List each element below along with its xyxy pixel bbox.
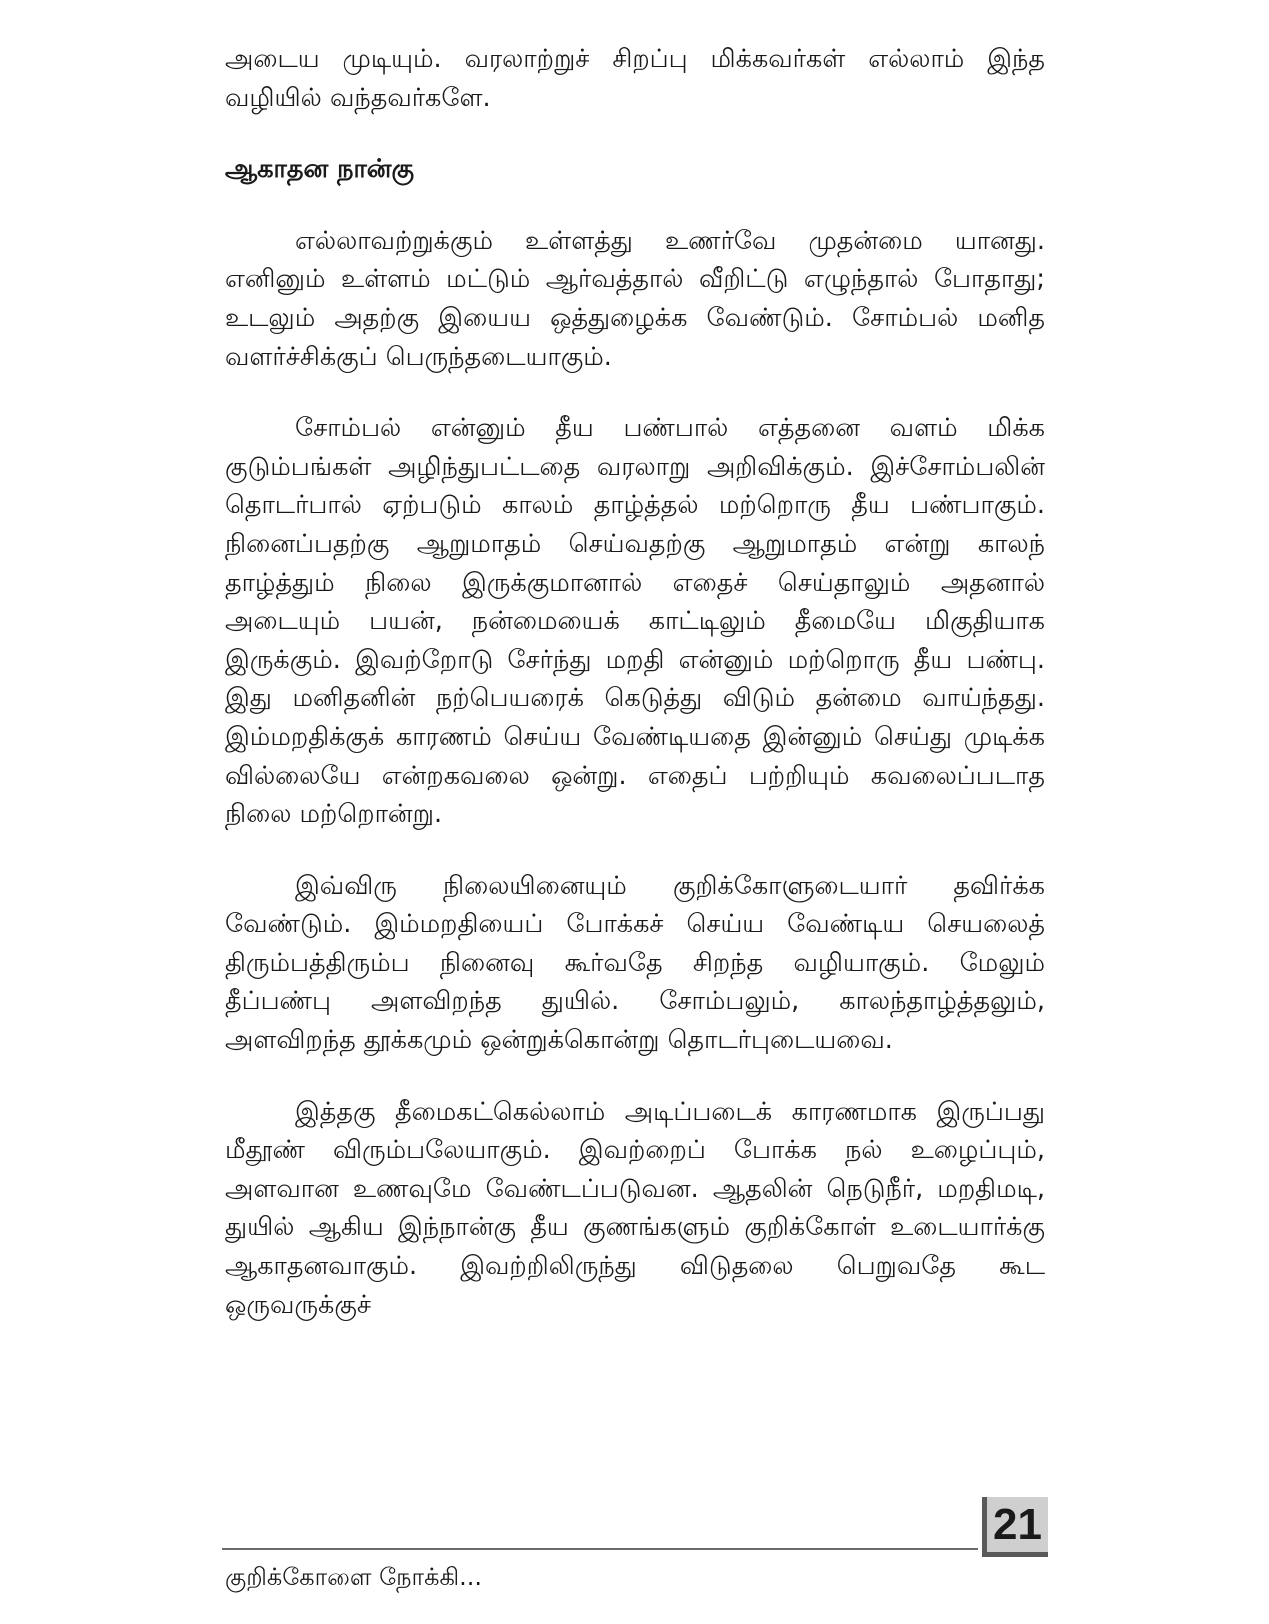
spacer [225, 189, 1045, 222]
spacer [225, 834, 1045, 867]
paragraph-2: சோம்பல் என்னும் தீய பண்பால் எத்தனை வளம் மிக்க குடும்பங்கள் அழிந்துபட்டதை வரலாறு அறிவிக்கும். இச்சோம்பலின் தொடர்பால் ஏற்படும் காலம் தாழ்த்தல் மற்றொரு தீய பண்பாகும். நினைப்பதற்கு ஆறுமாதம் செய்வதற்கு ஆறுமாதம் என்று காலந் தாழ்த்தும் நிலை இருக்குமானால் எதைச் செய்தாலும் அதனால் அடையும் பயன், நன்மையைக் காட்டிலும் தீமையே மிகுதியாக இருக்கும். இவற்றோடு சேர்ந்து மறதி என்னும் மற்றொரு தீய பண்பு. இது மனிதனின் நற்பெயரைக் கெடுத்து விடும் தன்மை வாய்ந்தது. இம்மறதிக்குக் காரணம் செய்ய வேண்டியதை இன்னும் செய்து முடிக்க வில்லையே என்றகவலை ஒன்று. எதைப் பற்றியும் கவலைப்படாத நிலை மற்றொன்று. [225, 413, 1045, 830]
footer-divider [222, 1548, 978, 1550]
footer-book-title: குறிக்கோளை நோக்கி... [225, 1563, 482, 1591]
spacer [225, 117, 1045, 150]
top-paragraph: அடைய முடியும். வரலாற்றுச் சிறப்பு மிக்கவர்கள் எல்லாம் இந்த வழியில் வந்தவர்களே. [225, 44, 1045, 113]
paragraph-4: இத்தகு தீமைகட்கெல்லாம் அடிப்படைக் காரணமாக இருப்பது மீதூண் விரும்பலேயாகும். இவற்றைப் போக்க நல் உழைப்பும், அளவான உணவுமே வேண்டப்படுவன. ஆதலின் நெடுநீர், மறதிமடி, துயில் ஆகிய இந்நான்கு தீய குணங்களும் குறிக்கோள் உடையார்க்கு ஆகாதனவாகும். இவற்றிலிருந்து விடுதலை பெறுவதே கூட ஒருவருக்குச் [225, 1096, 1045, 1320]
paragraph-3: இவ்விரு நிலையினையும் குறிக்கோளுடையார் தவிர்க்க வேண்டும். இம்மறதியைப் போக்கச் செய்ய வேண்டிய செயலைத் திரும்பத்திரும்ப நினைவு கூர்வதே சிறந்த வழியாகும். மேலும் தீப்பண்பு அளவிறந்த துயில். சோம்பலும், காலந்தாழ்த்தலும், அளவிறந்த தூக்கமும் ஒன்றுக்கொன்று தொடர்புடையவை. [225, 870, 1045, 1056]
section-heading: ஆகாதன நான்கு [225, 154, 415, 185]
page-body [225, 40, 1045, 1324]
spacer [225, 1060, 1045, 1093]
paragraph-1: எல்லாவற்றுக்கும் உள்ளத்து உணர்வே முதன்மை யானது. எனினும் உள்ளம் மட்டும் ஆர்வத்தால் வீறிட்டு எழுந்தால் போதாது; உடலும் அதற்கு இயைய ஒத்துழைக்க வேண்டும். சோம்பல் மனித வளர்ச்சிக்குப் பெருந்தடையாகும். [225, 225, 1045, 372]
page-number: 21 [982, 1497, 1048, 1557]
spacer [225, 376, 1045, 409]
